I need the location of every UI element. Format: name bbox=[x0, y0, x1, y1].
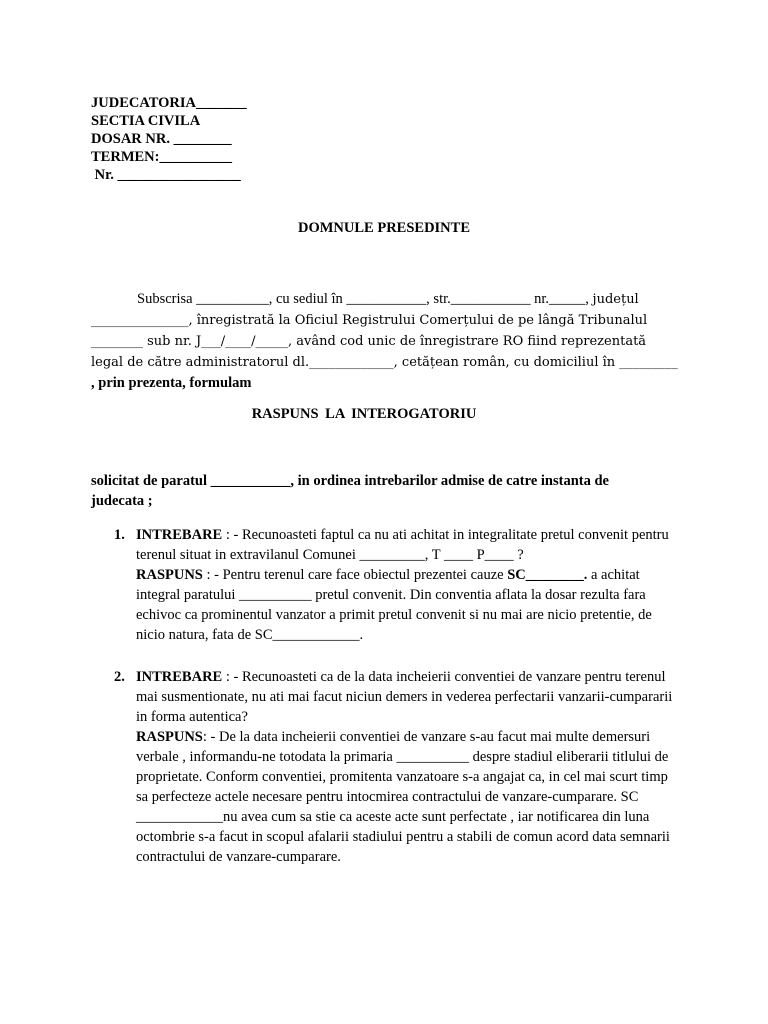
question-label: INTREBARE bbox=[136, 527, 223, 543]
question-text: : - Recunoasteti faptul ca nu ati achitat in integralitate pretul convenit pentru terenul situat in extravilanul Comunei _________, T ____ P____ ? bbox=[136, 527, 669, 563]
header-line-nr: Nr. _________________ bbox=[91, 167, 241, 183]
question-number: 2. bbox=[114, 669, 125, 685]
intro-text-1: Subscrisa __________, cu sediul în ___________, str.___________ nr._____, bbox=[137, 291, 593, 307]
document-title: DOMNULE PRESEDINTE bbox=[297, 220, 470, 236]
header-line-section: SECTIA CIVILA bbox=[91, 113, 201, 129]
question-text: : - Recunoasteti ca de la data incheierii conventiei de vanzare pentru terenul mai susmentionate, nu ati mai facut niciun demers in vederea perfectarii vanzarii-cumpararii in forma autentica? bbox=[136, 669, 673, 725]
intro-paragraph bbox=[91, 289, 681, 393]
question-item bbox=[114, 667, 674, 867]
header-line-dosar: DOSAR NR. ________ bbox=[91, 131, 232, 147]
answer-label: RASPUNS bbox=[136, 567, 203, 583]
document-subtitle: RASPUNS LA INTEROGATORIU bbox=[251, 406, 477, 422]
answer-label: RASPUNS bbox=[136, 729, 203, 745]
answer-text-2: a achitat integral paratului __________ pretul convenit. Din conventia aflata la dosar rezulta fara echivoc ca prominentul vanzator a primit pretul convenit si nu mai are nicio pretentie, de nicio natura, fata de SC____________. bbox=[136, 567, 652, 643]
answer-bold: SC________. bbox=[507, 567, 588, 583]
header-line-termen: TERMEN:__________ bbox=[91, 149, 232, 165]
question-label: INTREBARE bbox=[136, 669, 223, 685]
question-item bbox=[114, 525, 674, 645]
intro-text-2: județul _______________, înregistrată la Oficiul Registrului Comerțului de pe lângă Tribunalul ________ sub nr. J___/____/_____, având cod unic de înregistrare RO fiind reprezentată legal de către administratorul dl._____________, cetățean român, cu domiciliul în _________ bbox=[91, 292, 678, 370]
question-number: 1. bbox=[114, 527, 125, 543]
court-header bbox=[91, 94, 247, 184]
answer-text-1: : - De la data incheierii conventiei de vanzare s-au facut mai multe demersuri verbale , informandu-ne totodata la primaria __________ despre stadiul eliberarii titlului de proprietate. Conform conventiei, promitenta vanzatoare s-a angajat ca, in cel mai scurt timp sa perfecteze actele necesare pentru intocmirea contractului de vanzare-cumparare. SC ____________nu avea cum sa stie ca aceste acte sunt perfectate , iar notificarea din luna octombrie s-a facut in scopul afalarii stadiului pentru a stabili de comun acord data semnarii contractului de vanzare-cumparare. bbox=[136, 729, 670, 865]
question-list bbox=[114, 525, 674, 889]
answer-text-1: : - Pentru terenul care face obiectul prezentei cauze bbox=[202, 567, 508, 583]
intro-text-bold: , prin prezenta, formulam bbox=[91, 375, 252, 391]
header-line-court: JUDECATORIA_______ bbox=[91, 95, 247, 111]
solicitat-paragraph: solicitat de paratul ___________, in ordinea intrebarilor admise de catre instanta de judecata ; bbox=[91, 473, 609, 509]
